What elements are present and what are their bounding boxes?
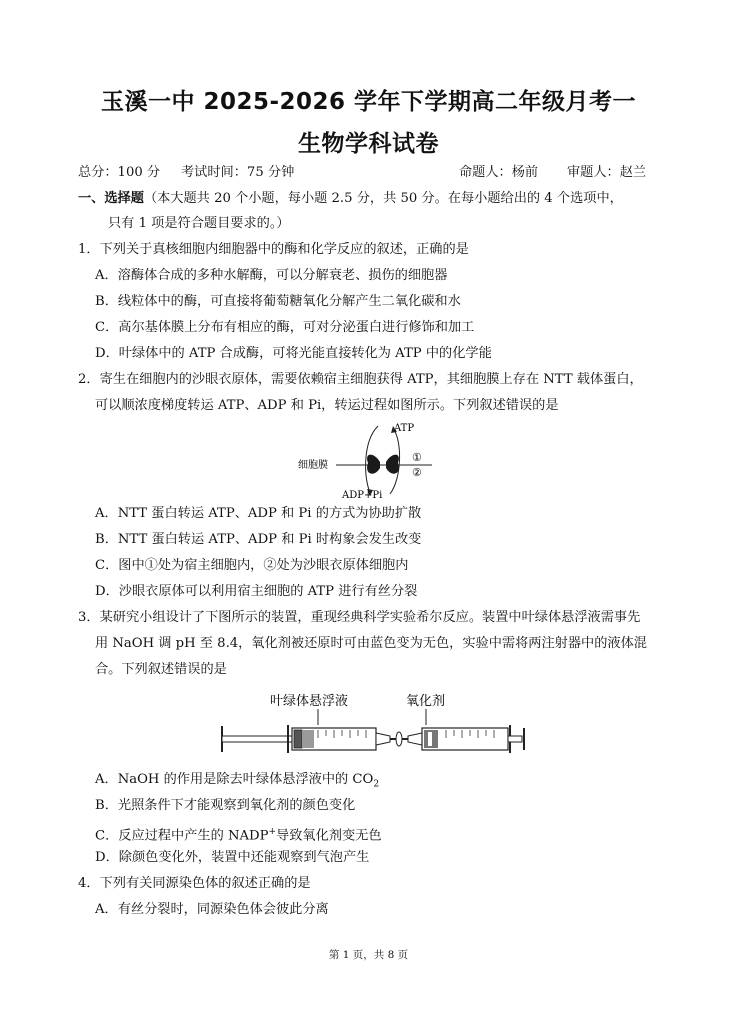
q3-option-d: D．除颜色变化外，装置中还能观察到气泡产生: [95, 850, 370, 865]
section-description-cont: 只有 1 项是符合题目要求的。）: [108, 216, 290, 231]
right-syringe: [408, 725, 524, 753]
page-footer: 第 1 页，共 8 页: [328, 949, 409, 961]
side-2-label: ②: [412, 466, 422, 479]
q2-option-a: A．NTT 蛋白转运 ATP、ADP 和 Pi 的方式为协助扩散: [95, 506, 422, 521]
question-3-stem-cont2: 合。下列叙述错误的是: [95, 662, 227, 677]
meta-exam-time: 考试时间：75 分钟: [181, 165, 295, 180]
ntt-protein-left-half: [367, 455, 380, 474]
exam-title: 玉溪一中 2025-2026 学年下学期高二年级月考一: [100, 89, 637, 115]
meta-author: 命题人：杨前: [459, 165, 539, 180]
q3-option-c-superscript: +: [268, 827, 277, 837]
question-4-stem: 4．下列有关同源染色体的叙述正确的是: [78, 876, 311, 891]
q3-option-a: [95, 771, 379, 794]
q1-option-b: B．线粒体中的酶，可直接将葡萄糖氧化分解产生二氧化碳和水: [95, 294, 461, 309]
q3-option-a-text: A．NaOH 的作用是除去叶绿体悬浮液中的 CO: [95, 772, 374, 787]
question-3-stem: 3．某研究小组设计了下图所示的装置，重现经典科学实验希尔反应。装置中叶绿体悬浮液需事先: [78, 610, 641, 625]
q3-option-b: B．光照条件下才能观察到氧化剂的颜色变化: [95, 798, 356, 813]
q3-option-c: [95, 823, 382, 845]
q2-option-d: D．沙眼衣原体可以利用宿主细胞的 ATP 进行有丝分裂: [95, 584, 418, 599]
section-heading: 一、选择题: [78, 191, 144, 206]
section-heading-line: [78, 190, 623, 208]
ntt-protein-right-half: [386, 455, 399, 474]
q3-option-a-subscript: 2: [373, 779, 380, 790]
question-2-stem: 2．寄生在细胞内的沙眼衣原体，需要依赖宿主细胞获得 ATP，其细胞膜上存在 NTT 载体蛋白，: [78, 372, 643, 387]
question-2-stem-cont: 可以顺浓度梯度转运 ATP、ADP 和 Pi，转运过程如图所示。下列叙述错误的是: [95, 398, 559, 413]
exam-subtitle: 生物学科试卷: [298, 131, 439, 157]
q1-option-c: C．高尔基体膜上分布有相应的酶，可对分泌蛋白进行修饰和加工: [95, 320, 475, 335]
chloroplast-suspension-label: 叶绿体悬浮液: [270, 694, 349, 709]
side-1-label: ①: [412, 451, 422, 464]
left-syringe: [222, 725, 390, 753]
q2-option-b: B．NTT 蛋白转运 ATP、ADP 和 Pi 时构象会发生改变: [95, 532, 422, 547]
membrane-label: 细胞膜: [298, 460, 328, 471]
q3-option-c-post: 导致氧化剂变无色: [276, 828, 382, 844]
q1-option-a: A．溶酶体合成的多种水解酶，可以分解衰老、损伤的细胞器: [95, 268, 448, 283]
section-description: （本大题共 20 个小题，每小题 2.5 分，共 50 分。在每小题给出的 4 个选项中，: [143, 191, 623, 206]
question-3-stem-cont: 用 NaOH 调 pH 至 8.4，氧化剂被还原时可由蓝色变为无色，实验中需将两注射器中的液体混: [95, 636, 647, 651]
q3-option-c-pre: C．反应过程中产生的 NADP: [95, 828, 269, 844]
meta-total-score: 总分：100 分: [78, 165, 161, 180]
connector-valve: [390, 732, 408, 746]
ntt-transport-diagram: [290, 420, 450, 502]
question-1-stem: 1．下列关于真核细胞内细胞器中的酶和化学反应的叙述，正确的是: [78, 242, 469, 257]
q1-option-d: D．叶绿体中的 ATP 合成酶，可将光能直接转化为 ATP 中的化学能: [95, 346, 492, 361]
adp-pi-label: ADP+Pi: [342, 490, 383, 501]
q2-option-c: C．图中①处为宿主细胞内，②处为沙眼衣原体细胞内: [95, 558, 409, 573]
oxidant-label: 氧化剂: [406, 694, 446, 709]
atp-label: ATP: [394, 423, 415, 434]
q4-option-a: A．有丝分裂时，同源染色体会彼此分离: [95, 902, 329, 917]
hill-reaction-apparatus: [218, 688, 530, 760]
meta-reviewer: 审题人：赵兰: [567, 165, 647, 180]
